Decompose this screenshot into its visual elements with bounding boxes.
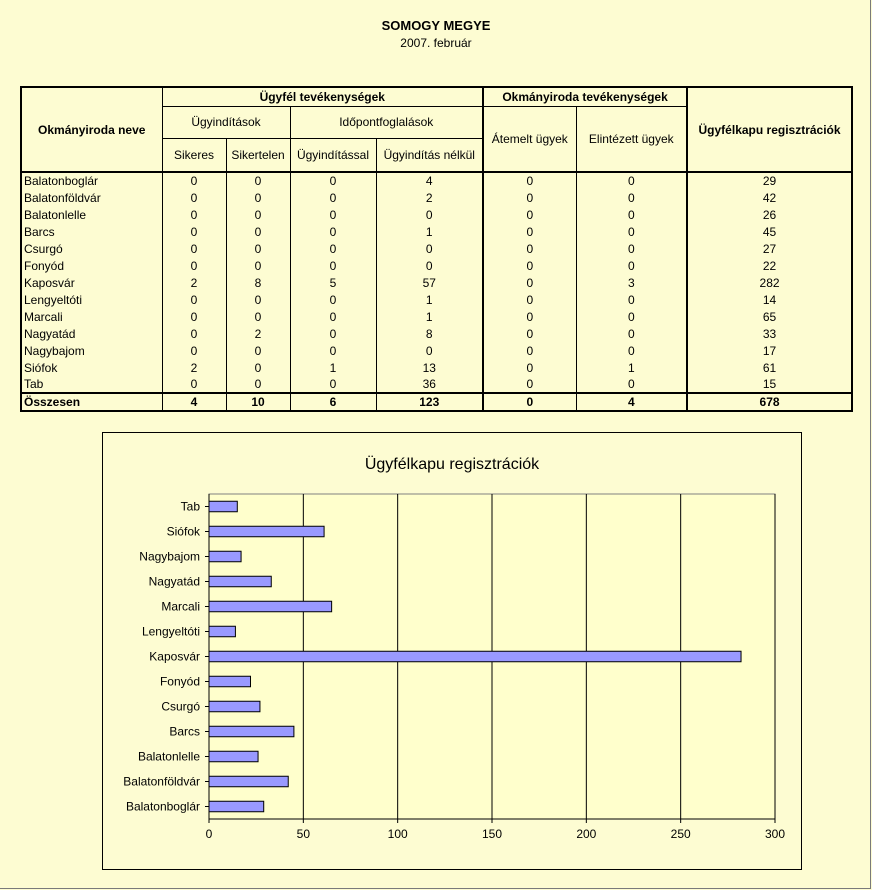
total-cell: 123 <box>376 393 483 411</box>
x-tick-label: 200 <box>576 827 597 841</box>
table-row <box>21 189 852 206</box>
value-cell: 4 <box>376 172 483 189</box>
data-table <box>20 86 853 412</box>
value-cell: 0 <box>576 342 687 359</box>
table-row <box>21 223 852 240</box>
value-cell: 0 <box>483 291 576 308</box>
bar <box>209 601 332 612</box>
value-cell: 0 <box>290 240 376 257</box>
header-office-activities: Okmányiroda tevékenységek <box>483 87 687 106</box>
value-cell: 22 <box>687 257 852 274</box>
value-cell: 0 <box>483 223 576 240</box>
value-cell: 0 <box>576 376 687 393</box>
value-cell: 26 <box>687 206 852 223</box>
office-name-cell: Balatonlelle <box>21 206 162 223</box>
value-cell: 1 <box>290 359 376 376</box>
value-cell: 8 <box>376 325 483 342</box>
bar <box>209 801 264 812</box>
total-cell: 678 <box>687 393 852 411</box>
header-registrations: Ügyfélkapu regisztrációk <box>687 87 852 172</box>
header-office-name: Okmányiroda neve <box>21 87 162 172</box>
header-cases: Ügyindítások <box>162 106 290 138</box>
value-cell: 0 <box>290 206 376 223</box>
x-tick-label: 150 <box>481 827 503 841</box>
value-cell: 0 <box>162 342 226 359</box>
header-without-case: Ügyindítás nélkül <box>376 138 483 172</box>
value-cell: 57 <box>376 274 483 291</box>
table-row <box>21 359 852 376</box>
header-success: Sikeres <box>162 138 226 172</box>
bar <box>209 576 271 587</box>
value-cell: 1 <box>376 291 483 308</box>
bar <box>209 501 237 512</box>
y-tick-label: Lengyeltóti <box>141 624 200 639</box>
bar <box>209 526 324 537</box>
total-cell: 0 <box>483 393 576 411</box>
table-row <box>21 325 852 342</box>
value-cell: 5 <box>290 274 376 291</box>
value-cell: 0 <box>376 257 483 274</box>
value-cell: 0 <box>576 172 687 189</box>
value-cell: 0 <box>162 172 226 189</box>
value-cell: 0 <box>576 291 687 308</box>
y-tick-label: Marcali <box>161 599 200 614</box>
value-cell: 0 <box>290 325 376 342</box>
value-cell: 0 <box>226 257 290 274</box>
bar <box>209 726 294 737</box>
bar <box>209 651 741 662</box>
y-tick-label: Tab <box>180 499 200 514</box>
header-client-activities: Ügyfél tevékenységek <box>162 87 483 106</box>
value-cell: 0 <box>290 189 376 206</box>
y-tick-label: Barcs <box>169 724 200 739</box>
value-cell: 0 <box>226 376 290 393</box>
value-cell: 3 <box>576 274 687 291</box>
office-name-cell: Siófok <box>21 359 162 376</box>
value-cell: 0 <box>226 206 290 223</box>
office-name-cell: Lengyeltóti <box>21 291 162 308</box>
value-cell: 0 <box>162 223 226 240</box>
value-cell: 0 <box>576 189 687 206</box>
office-name-cell: Balatonföldvár <box>21 189 162 206</box>
x-tick-label: 100 <box>387 827 408 841</box>
value-cell: 2 <box>162 359 226 376</box>
y-tick-label: Nagybajom <box>139 549 200 564</box>
table-row <box>21 308 852 325</box>
value-cell: 0 <box>290 223 376 240</box>
header-fail: Sikertelen <box>226 138 290 172</box>
value-cell: 0 <box>483 206 576 223</box>
total-cell: 4 <box>162 393 226 411</box>
y-tick-label: Balatonboglár <box>125 799 200 814</box>
y-tick-label: Balatonlelle <box>137 749 200 764</box>
value-cell: 0 <box>290 376 376 393</box>
value-cell: 0 <box>483 342 576 359</box>
value-cell: 0 <box>576 240 687 257</box>
table-row <box>21 257 852 274</box>
office-name-cell: Csurgó <box>21 240 162 257</box>
table-row <box>21 342 852 359</box>
y-tick-label: Csurgó <box>161 699 200 714</box>
office-name-cell: Marcali <box>21 308 162 325</box>
bar <box>209 551 241 562</box>
value-cell: 0 <box>376 240 483 257</box>
value-cell: 0 <box>576 257 687 274</box>
value-cell: 27 <box>687 240 852 257</box>
bar <box>209 776 288 787</box>
value-cell: 15 <box>687 376 852 393</box>
value-cell: 2 <box>226 325 290 342</box>
x-tick-label: 250 <box>670 827 691 841</box>
office-name-cell: Nagybajom <box>21 342 162 359</box>
value-cell: 0 <box>576 223 687 240</box>
value-cell: 0 <box>290 342 376 359</box>
value-cell: 0 <box>290 291 376 308</box>
total-cell: 10 <box>226 393 290 411</box>
value-cell: 29 <box>687 172 852 189</box>
y-tick-label: Siófok <box>166 524 200 539</box>
value-cell: 0 <box>576 308 687 325</box>
value-cell: 0 <box>162 257 226 274</box>
value-cell: 1 <box>376 223 483 240</box>
bar <box>209 701 260 712</box>
y-tick-label: Kaposvár <box>149 649 200 664</box>
header-transferred: Átemelt ügyek <box>483 106 576 172</box>
value-cell: 1 <box>376 308 483 325</box>
total-cell: 6 <box>290 393 376 411</box>
x-tick-label: 300 <box>764 827 786 841</box>
x-tick-label: 50 <box>296 827 311 841</box>
total-label: Összesen <box>21 393 162 411</box>
value-cell: 0 <box>483 257 576 274</box>
value-cell: 0 <box>226 291 290 308</box>
y-tick-label: Balatonföldvár <box>123 774 200 789</box>
value-cell: 0 <box>483 240 576 257</box>
value-cell: 36 <box>376 376 483 393</box>
value-cell: 0 <box>226 223 290 240</box>
value-cell: 0 <box>162 240 226 257</box>
value-cell: 1 <box>576 359 687 376</box>
bar <box>209 626 235 637</box>
y-tick-label: Fonyód <box>159 674 200 689</box>
value-cell: 0 <box>162 325 226 342</box>
value-cell: 0 <box>290 172 376 189</box>
total-cell: 4 <box>576 393 687 411</box>
value-cell: 0 <box>376 342 483 359</box>
chart-title: Ügyfélkapu regisztrációk <box>364 456 540 473</box>
chart-box <box>102 432 802 870</box>
page-title: SOMOGY MEGYE <box>381 18 491 33</box>
value-cell: 61 <box>687 359 852 376</box>
y-tick-label: Nagyatád <box>148 574 200 589</box>
value-cell: 33 <box>687 325 852 342</box>
value-cell: 0 <box>226 359 290 376</box>
value-cell: 0 <box>162 189 226 206</box>
x-tick-label: 0 <box>205 827 213 841</box>
table-row <box>21 240 852 257</box>
office-name-cell: Nagyatád <box>21 325 162 342</box>
value-cell: 282 <box>687 274 852 291</box>
value-cell: 0 <box>226 240 290 257</box>
value-cell: 8 <box>226 274 290 291</box>
value-cell: 0 <box>483 172 576 189</box>
value-cell: 0 <box>162 376 226 393</box>
header-appointments: Időpontfoglalások <box>290 106 483 138</box>
table-row <box>21 376 852 393</box>
office-name-cell: Tab <box>21 376 162 393</box>
value-cell: 0 <box>290 308 376 325</box>
value-cell: 0 <box>162 291 226 308</box>
table-row <box>21 291 852 308</box>
value-cell: 0 <box>162 206 226 223</box>
value-cell: 0 <box>376 206 483 223</box>
page-subtitle: 2007. február <box>400 36 472 50</box>
bar <box>209 676 251 687</box>
value-cell: 0 <box>483 274 576 291</box>
office-name-cell: Kaposvár <box>21 274 162 291</box>
value-cell: 0 <box>483 189 576 206</box>
value-cell: 0 <box>576 325 687 342</box>
value-cell: 14 <box>687 291 852 308</box>
value-cell: 0 <box>483 359 576 376</box>
table-row <box>21 206 852 223</box>
value-cell: 0 <box>226 342 290 359</box>
value-cell: 2 <box>376 189 483 206</box>
value-cell: 0 <box>483 325 576 342</box>
table-body <box>21 172 852 393</box>
value-cell: 0 <box>226 308 290 325</box>
value-cell: 0 <box>576 206 687 223</box>
table-row <box>21 172 852 189</box>
value-cell: 0 <box>483 308 576 325</box>
value-cell: 0 <box>226 172 290 189</box>
header-handled: Elintézett ügyek <box>576 106 687 172</box>
value-cell: 13 <box>376 359 483 376</box>
value-cell: 0 <box>483 376 576 393</box>
value-cell: 0 <box>162 308 226 325</box>
bar <box>209 751 258 762</box>
office-name-cell: Fonyód <box>21 257 162 274</box>
value-cell: 65 <box>687 308 852 325</box>
office-name-cell: Barcs <box>21 223 162 240</box>
value-cell: 0 <box>290 257 376 274</box>
value-cell: 17 <box>687 342 852 359</box>
value-cell: 2 <box>162 274 226 291</box>
office-name-cell: Balatonboglár <box>21 172 162 189</box>
header-with-case: Ügyindítással <box>290 138 376 172</box>
bar-chart <box>103 433 801 869</box>
value-cell: 45 <box>687 223 852 240</box>
table-total-row <box>21 393 852 411</box>
value-cell: 42 <box>687 189 852 206</box>
table-row <box>21 274 852 291</box>
value-cell: 0 <box>226 189 290 206</box>
